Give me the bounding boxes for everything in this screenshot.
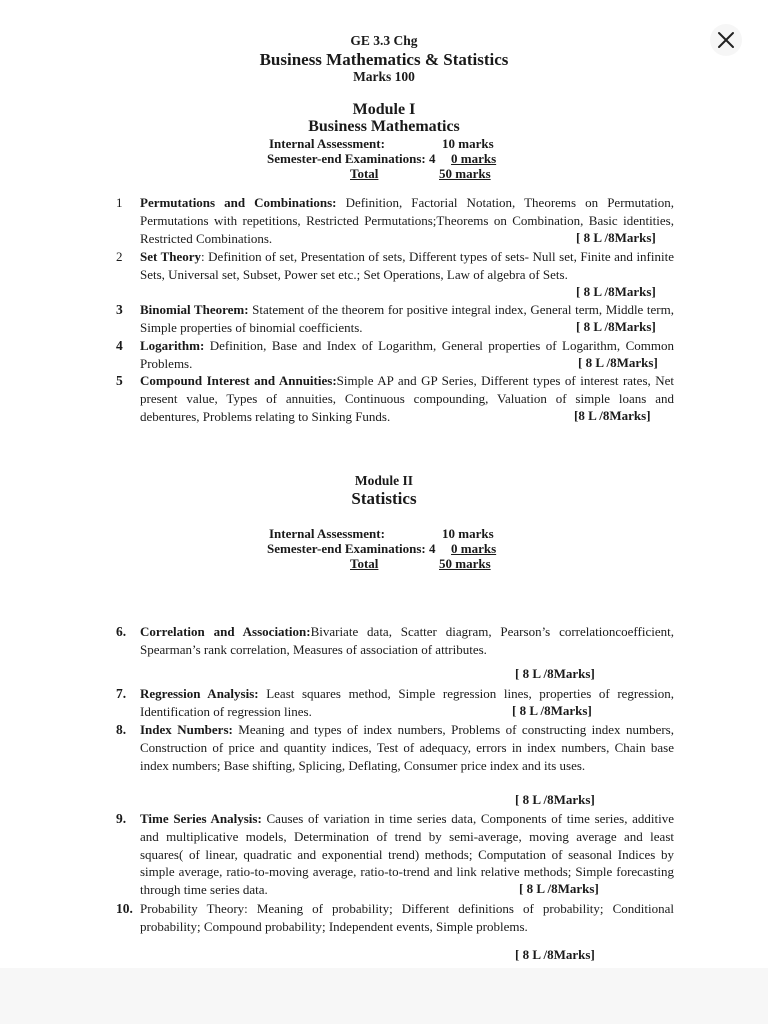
- item-number: 2: [116, 249, 123, 264]
- item-marks: [ 8 L /8Marks]: [576, 319, 656, 334]
- item-number: 10.: [116, 901, 133, 916]
- list-item: Permutations and Combinations: Definition, Factorial Notation, Theorems on Permutation, Permutations with repetitions, Restricted Permutations;Theorems on Combination, Basic identities, Restricted Combinations.: [140, 195, 674, 246]
- item-marks: [ 8 L /8Marks]: [519, 881, 599, 896]
- list-item: Regression Analysis: Least squares method, Simple regression lines, properties of regression, Identification of regression lines.: [140, 686, 675, 719]
- close-button[interactable]: [710, 24, 742, 56]
- item-marks: [ 8 L /8Marks]: [578, 355, 658, 370]
- item-number: 9.: [116, 811, 127, 826]
- m1-ia-value: 10 marks: [442, 136, 494, 151]
- item-marks: [ 8 L /8Marks]: [515, 792, 595, 807]
- m1-see-value: 0 marks: [451, 151, 497, 166]
- item-number: 4: [116, 338, 123, 353]
- item-number: 8.: [116, 722, 127, 737]
- item-marks: [ 8 L /8Marks]: [515, 947, 595, 962]
- list-item: Logarithm: Definition, Base and Index of Logarithm, General properties of Logarithm, Common Problems.: [140, 338, 674, 371]
- m2-total-label: Total: [350, 556, 379, 571]
- m2-see-label: Semester-end Examinations: 4: [267, 541, 436, 556]
- item-marks: [ 8 L /8Marks]: [515, 666, 595, 681]
- module1-title: Business Mathematics: [308, 118, 460, 135]
- m2-see-value: 0 marks: [451, 541, 497, 556]
- list-item: Correlation and Association:Bivariate data, Scatter diagram, Pearson’s correlationcoefficient, Spearman’s rank correlation, Measures of association of attributes.: [140, 624, 674, 657]
- m1-total-label: Total: [350, 166, 379, 181]
- m2-ia-value: 10 marks: [442, 526, 494, 541]
- close-icon: [717, 31, 735, 49]
- m1-ia-label: Internal Assessment:: [269, 136, 385, 151]
- m1-see-label: Semester-end Examinations: 4: [267, 151, 436, 166]
- module2-heading: Module II: [354, 473, 414, 488]
- footer-band: [0, 968, 768, 1024]
- course-code: GE 3.3 Chg: [350, 33, 418, 48]
- module2-title: Statistics: [351, 489, 417, 508]
- item-number: 6.: [116, 624, 127, 639]
- m1-total-value: 50 marks: [439, 166, 491, 181]
- module1-heading: Module I: [352, 101, 416, 118]
- course-title: Business Mathematics & Statistics: [259, 50, 509, 69]
- item-number: 1: [116, 195, 123, 210]
- list-item: Index Numbers: Meaning and types of index numbers, Problems of constructing index numbers, Construction of price and quantity indices, Test of adequacy, errors in index numbers, Chain base index numbers; Base shifting, Splicing, Deflating, Consumer price index and its uses.: [140, 722, 674, 773]
- item-marks: [ 8 L /8Marks]: [512, 703, 592, 718]
- item-number: 3: [116, 302, 123, 317]
- list-item: Binomial Theorem: Statement of the theorem for positive integral index, General term, Middle term, Simple properties of binomial coefficients.: [140, 302, 674, 335]
- item-marks: [8 L /8Marks]: [574, 408, 651, 423]
- list-item: Probability Theory: Meaning of probability; Different definitions of probability; Conditional probability; Compound probability; Independent events, Simple problems.: [140, 901, 674, 934]
- list-item: Time Series Analysis: Causes of variation in time series data, Components of time series, additive and multiplicative models, Determination of trend by semi-average, moving average and least squares( of linear, quadratic and exponential trend) methods; Computation of seasonal Indices by simple average, ratio-to-moving average, ratio-to-trend and link relative methods; Simple forecasting through time series data.: [140, 811, 674, 898]
- course-marks: Marks 100: [353, 69, 415, 84]
- m2-ia-label: Internal Assessment:: [269, 526, 385, 541]
- item-number: 5: [116, 373, 123, 388]
- m2-total-value: 50 marks: [439, 556, 491, 571]
- item-marks: [ 8 L /8Marks]: [576, 284, 656, 299]
- item-marks: [ 8 L /8Marks]: [576, 230, 656, 245]
- list-item: Set Theory: Definition of set, Presentation of sets, Different types of sets- Null set, Finite and infinite Sets, Universal set, Subset, Power set etc.; Set Operations, Law of algebra of Sets.: [140, 249, 674, 282]
- item-number: 7.: [116, 686, 127, 701]
- list-item: Compound Interest and Annuities:Simple AP and GP Series, Different types of interest rates, Net present value, Types of annuities, Continuous compounding, Valuation of simple loans and debentures, Problems relating to Sinking Funds.: [140, 373, 674, 424]
